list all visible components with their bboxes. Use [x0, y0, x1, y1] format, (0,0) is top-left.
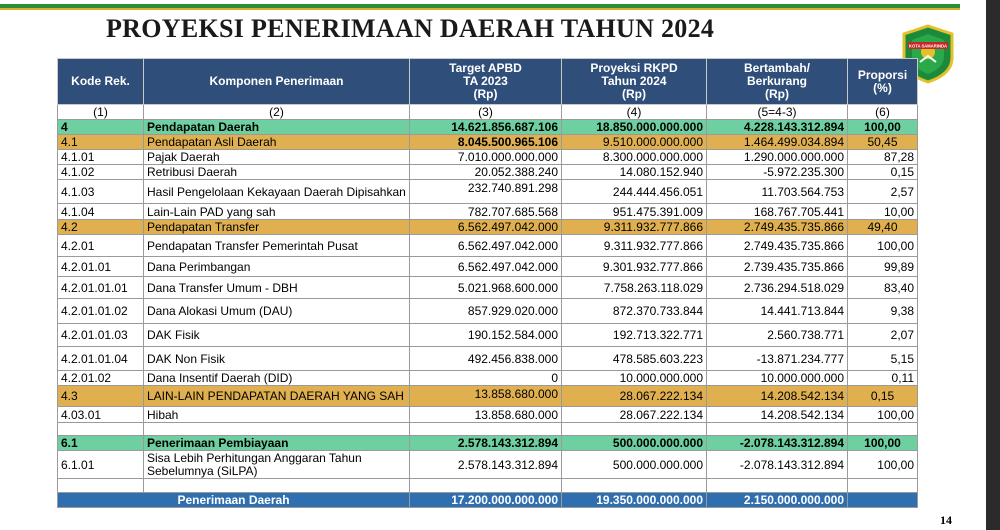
proyeksi-cell: 10.000.000.000 [562, 371, 707, 386]
kode-cell: 4.2.01.02 [58, 371, 144, 386]
table-row [58, 180, 918, 204]
page-title: PROYEKSI PENERIMAAN DAERAH TAHUN 2024 [106, 14, 715, 43]
selisih-cell: 168.767.705.441 [707, 204, 848, 220]
target-cell: 8.045.500.965.106 [410, 135, 562, 150]
komponen-cell: Hasil Pengelolaan Kekayaan Daerah Dipisahkan [144, 180, 410, 204]
index-cell: (5=4-3) [707, 105, 848, 120]
target-cell: 6.562.497.042.000 [410, 235, 562, 257]
top-gold-line [0, 8, 960, 10]
proporsi-cell: 87,28 [848, 150, 918, 165]
proporsi-cell: 9,38 [848, 299, 918, 324]
viewer-margin [986, 0, 1000, 530]
selisih-cell: 2.560.738.771 [707, 324, 848, 347]
table-row [58, 451, 918, 479]
kode-cell: 6.1.01 [58, 451, 144, 479]
table-row [58, 120, 918, 135]
komponen-cell: Dana Insentif Daerah (DID) [144, 371, 410, 386]
kode-cell: 4.2.01 [58, 235, 144, 257]
kode-cell: 4.2 [58, 220, 144, 235]
table-row [58, 257, 918, 277]
selisih-cell: 1.290.000.000.000 [707, 150, 848, 165]
table-row [58, 324, 918, 347]
selisih-cell: 1.464.499.034.894 [707, 135, 848, 150]
proporsi-cell: 100,00 [848, 235, 918, 257]
total-label: Penerimaan Daerah [58, 493, 410, 508]
logo-banner: KOTA SAMARINDA [908, 43, 948, 49]
selisih-cell: 2.749.435.735.866 [707, 220, 848, 235]
proyeksi-cell: 500.000.000.000 [562, 436, 707, 451]
proporsi-cell: 100,00 [848, 120, 918, 135]
proporsi-cell: 10,00 [848, 204, 918, 220]
proporsi-cell: 100,00 [848, 407, 918, 423]
komponen-cell: DAK Fisik [144, 324, 410, 347]
proporsi-cell: 0,11 [848, 371, 918, 386]
selisih-cell: 14.208.542.134 [707, 407, 848, 423]
total-proporsi [848, 493, 918, 508]
selisih-cell: -2.078.143.312.894 [707, 451, 848, 479]
target-cell: 5.021.968.600.000 [410, 277, 562, 299]
selisih-cell: -2.078.143.312.894 [707, 436, 848, 451]
table-row [58, 150, 918, 165]
komponen-cell: Dana Alokasi Umum (DAU) [144, 299, 410, 324]
target-cell: 6.562.497.042.000 [410, 257, 562, 277]
index-cell: (3) [410, 105, 562, 120]
selisih-cell: -5.972.235.300 [707, 165, 848, 180]
selisih-cell: 2.736.294.518.029 [707, 277, 848, 299]
proyeksi-cell: 14.080.152.940 [562, 165, 707, 180]
proporsi-cell: 100,00 [848, 436, 918, 451]
header-proyeksi: Proyeksi RKPD Tahun 2024 (Rp) [562, 59, 707, 105]
proyeksi-cell: 9.510.000.000.000 [562, 135, 707, 150]
table-row [58, 204, 918, 220]
proyeksi-cell: 28.067.222.134 [562, 407, 707, 423]
komponen-cell: DAK Non Fisik [144, 347, 410, 371]
index-cell: (2) [144, 105, 410, 120]
page-number: 14 [940, 513, 952, 527]
proporsi-cell: 49,40 [848, 220, 918, 235]
komponen-cell: Pendapatan Transfer [144, 220, 410, 235]
selisih-cell: 14.441.713.844 [707, 299, 848, 324]
table-row [58, 386, 918, 407]
target-cell: 232.740.891.298 [410, 180, 562, 204]
proporsi-cell: 100,00 [848, 451, 918, 479]
proporsi-cell: 83,40 [848, 277, 918, 299]
table-row [58, 436, 918, 451]
table-row [58, 165, 918, 180]
target-cell: 13.858.680.000 [410, 407, 562, 423]
komponen-cell: Dana Transfer Umum - DBH [144, 277, 410, 299]
target-cell: 2.578.143.312.894 [410, 451, 562, 479]
proporsi-cell: 99,89 [848, 257, 918, 277]
komponen-cell: Sisa Lebih Perhitungan Anggaran Tahun Sebelumnya (SiLPA) [144, 451, 410, 479]
table-row [58, 220, 918, 235]
proyeksi-cell: 28.067.222.134 [562, 386, 707, 407]
total-target: 17.200.000.000.000 [410, 493, 562, 508]
target-cell: 7.010.000.000.000 [410, 150, 562, 165]
selisih-cell: 10.000.000.000 [707, 371, 848, 386]
total-row [58, 493, 918, 508]
komponen-cell: Pendapatan Daerah [144, 120, 410, 135]
target-cell: 492.456.838.000 [410, 347, 562, 371]
target-cell: 14.621.856.687.106 [410, 120, 562, 135]
proporsi-cell: 0,15 [848, 386, 918, 407]
komponen-cell: Hibah [144, 407, 410, 423]
proporsi-cell: 50,45 [848, 135, 918, 150]
proporsi-cell: 5,15 [848, 347, 918, 371]
kode-cell: 4.2.01.01.02 [58, 299, 144, 324]
table-row [58, 235, 918, 257]
kode-cell: 4.2.01.01 [58, 257, 144, 277]
komponen-cell: Pendapatan Asli Daerah [144, 135, 410, 150]
selisih-cell: 14.208.542.134 [707, 386, 848, 407]
target-cell: 782.707.685.568 [410, 204, 562, 220]
kode-cell: 4.03.01 [58, 407, 144, 423]
target-cell: 13.858.680.000 [410, 386, 562, 407]
proyeksi-cell: 500.000.000.000 [562, 451, 707, 479]
proyeksi-cell: 9.311.932.777.866 [562, 220, 707, 235]
index-cell: (6) [848, 105, 918, 120]
komponen-cell: Pajak Daerah [144, 150, 410, 165]
selisih-cell: -13.871.234.777 [707, 347, 848, 371]
komponen-cell: Lain-Lain PAD yang sah [144, 204, 410, 220]
spacer-row [58, 423, 918, 436]
komponen-cell: Penerimaan Pembiayaan [144, 436, 410, 451]
proyeksi-cell: 9.311.932.777.866 [562, 235, 707, 257]
table-row [58, 299, 918, 324]
proporsi-cell: 0,15 [848, 165, 918, 180]
proporsi-cell: 2,57 [848, 180, 918, 204]
target-cell: 20.052.388.240 [410, 165, 562, 180]
proyeksi-cell: 872.370.733.844 [562, 299, 707, 324]
target-cell: 857.929.020.000 [410, 299, 562, 324]
target-cell: 2.578.143.312.894 [410, 436, 562, 451]
header-kode: Kode Rek. [58, 59, 144, 105]
proyeksi-cell: 18.850.000.000.000 [562, 120, 707, 135]
komponen-cell: Pendapatan Transfer Pemerintah Pusat [144, 235, 410, 257]
proporsi-cell: 2,07 [848, 324, 918, 347]
selisih-cell: 4.228.143.312.894 [707, 120, 848, 135]
kode-cell: 6.1 [58, 436, 144, 451]
selisih-cell: 2.739.435.735.866 [707, 257, 848, 277]
kode-cell: 4.1.04 [58, 204, 144, 220]
index-cell: (4) [562, 105, 707, 120]
proyeksi-cell: 7.758.263.118.029 [562, 277, 707, 299]
column-index-row [58, 105, 918, 120]
kode-cell: 4.2.01.01.03 [58, 324, 144, 347]
target-cell: 6.562.497.042.000 [410, 220, 562, 235]
table-row [58, 277, 918, 299]
kode-cell: 4.1.02 [58, 165, 144, 180]
header-proporsi: Proporsi (%) [848, 59, 918, 105]
proyeksi-cell: 9.301.932.777.866 [562, 257, 707, 277]
header-komponen: Komponen Penerimaan [144, 59, 410, 105]
table-row [58, 371, 918, 386]
target-cell: 190.152.584.000 [410, 324, 562, 347]
proyeksi-cell: 244.444.456.051 [562, 180, 707, 204]
kode-cell: 4.1 [58, 135, 144, 150]
komponen-cell: LAIN-LAIN PENDAPATAN DAERAH YANG SAH [144, 386, 410, 407]
kode-cell: 4.1.01 [58, 150, 144, 165]
header-bertambah: Bertambah/ Berkurang (Rp) [707, 59, 848, 105]
kode-cell: 4.2.01.01.01 [58, 277, 144, 299]
revenue-projection-table [57, 58, 918, 508]
spacer-row [58, 479, 918, 493]
kode-cell: 4.1.03 [58, 180, 144, 204]
table-row [58, 135, 918, 150]
selisih-cell: 11.703.564.753 [707, 180, 848, 204]
index-cell: (1) [58, 105, 144, 120]
komponen-cell: Retribusi Daerah [144, 165, 410, 180]
table-row [58, 407, 918, 423]
target-cell: 0 [410, 371, 562, 386]
proyeksi-cell: 8.300.000.000.000 [562, 150, 707, 165]
kode-cell: 4 [58, 120, 144, 135]
proyeksi-cell: 192.713.322.771 [562, 324, 707, 347]
total-selisih: 2.150.000.000.000 [707, 493, 848, 508]
selisih-cell: 2.749.435.735.866 [707, 235, 848, 257]
table-row [58, 347, 918, 371]
proyeksi-cell: 478.585.603.223 [562, 347, 707, 371]
total-proyeksi: 19.350.000.000.000 [562, 493, 707, 508]
komponen-cell: Dana Perimbangan [144, 257, 410, 277]
header-target: Target APBD TA 2023 (Rp) [410, 59, 562, 105]
kode-cell: 4.2.01.01.04 [58, 347, 144, 371]
proyeksi-cell: 951.475.391.009 [562, 204, 707, 220]
kode-cell: 4.3 [58, 386, 144, 407]
